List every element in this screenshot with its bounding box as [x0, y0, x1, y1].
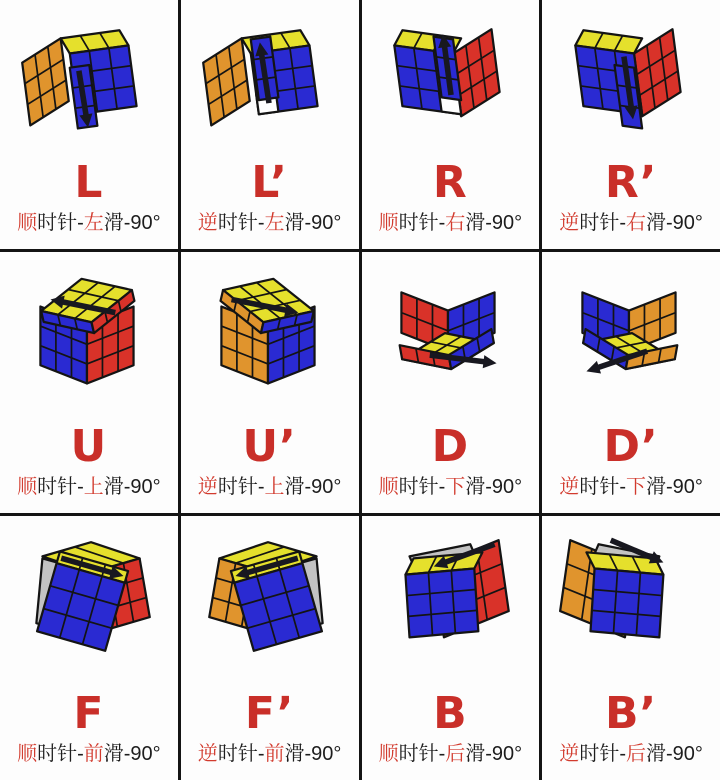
cube-illustration [189, 526, 351, 664]
move-description [559, 475, 703, 499]
cube-illustration [369, 526, 531, 664]
rotation-word: 顺 [378, 212, 399, 234]
move-letter: F [73, 688, 105, 739]
cube-image [369, 10, 531, 148]
direction-word: 前 [83, 743, 104, 765]
direction-rest: 滑-90° [646, 212, 703, 234]
move-description [17, 742, 161, 766]
rotation-rest: 时针- [37, 476, 84, 498]
move-description [379, 211, 523, 235]
direction-rest: 滑-90° [646, 743, 703, 765]
cube-image [8, 262, 170, 400]
cube-illustration [550, 526, 712, 664]
direction-rest: 滑-90° [103, 476, 161, 498]
direction-word: 右 [445, 212, 466, 234]
cube-illustration [8, 10, 170, 148]
move-description [198, 475, 342, 499]
rotation-rest: 时针- [398, 212, 446, 234]
cube-illustration [189, 10, 351, 148]
move-cell [362, 0, 540, 249]
move-letter: B’ [604, 688, 658, 739]
cube-image [189, 10, 351, 148]
cube-image [369, 262, 531, 400]
move-letter: F’ [244, 688, 295, 739]
direction-rest: 滑-90° [284, 476, 342, 498]
move-cell [542, 516, 720, 780]
direction-word: 右 [626, 212, 646, 234]
rotation-rest: 时针- [217, 476, 265, 498]
move-description [379, 742, 523, 766]
rotation-rest: 时针- [37, 212, 84, 234]
rotation-word: 逆 [197, 476, 218, 498]
rotation-word: 逆 [197, 212, 218, 234]
direction-rest: 滑-90° [103, 212, 161, 234]
direction-word: 左 [83, 212, 104, 234]
rotation-word: 顺 [378, 743, 399, 765]
move-cell [181, 252, 359, 513]
move-letter: L’ [251, 157, 288, 208]
move-letter: U’ [242, 421, 297, 472]
cube-image [189, 262, 351, 400]
direction-word: 前 [264, 743, 285, 765]
rotation-rest: 时针- [398, 743, 446, 765]
cube-illustration [369, 10, 531, 148]
rotation-word: 顺 [17, 212, 38, 234]
rotation-word: 顺 [17, 743, 38, 765]
direction-rest: 滑-90° [103, 743, 161, 765]
rotation-word: 逆 [559, 476, 580, 498]
move-cell [181, 0, 359, 249]
direction-rest: 滑-90° [646, 476, 703, 498]
direction-word: 后 [445, 743, 466, 765]
rotation-rest: 时针- [398, 476, 446, 498]
move-letter: B [433, 688, 468, 739]
direction-rest: 滑-90° [465, 212, 523, 234]
cube-illustration [8, 526, 170, 664]
cube-image [8, 526, 170, 664]
move-description [198, 742, 342, 766]
move-cell [0, 516, 178, 780]
move-cell [542, 0, 720, 249]
move-cell [0, 0, 178, 249]
cube-image [369, 526, 531, 664]
move-letter: D’ [603, 421, 659, 472]
move-description [559, 742, 703, 766]
direction-rest: 滑-90° [465, 743, 523, 765]
cube-image [550, 262, 712, 400]
cube-illustration [550, 262, 712, 400]
move-letter: L [74, 157, 104, 208]
rotation-rest: 时针- [579, 476, 626, 498]
cube-illustration [8, 262, 170, 400]
rotation-rest: 时针- [217, 212, 265, 234]
move-description [17, 475, 161, 499]
rotation-rest: 时针- [579, 743, 626, 765]
cube-illustration [550, 10, 712, 148]
rotation-word: 逆 [559, 212, 580, 234]
direction-word: 下 [445, 476, 466, 498]
direction-rest: 滑-90° [284, 212, 342, 234]
rotation-word: 顺 [378, 476, 399, 498]
rotation-word: 逆 [197, 743, 218, 765]
rotation-word: 逆 [559, 743, 580, 765]
move-description [198, 211, 342, 235]
move-description [17, 211, 161, 235]
cube-image [8, 10, 170, 148]
cube-image [550, 10, 712, 148]
rotation-word: 顺 [17, 476, 38, 498]
move-cell [0, 252, 178, 513]
move-description [559, 211, 703, 235]
cube-illustration [189, 262, 351, 400]
rotation-rest: 时针- [217, 743, 265, 765]
cube-image [550, 526, 712, 664]
direction-word: 左 [264, 212, 285, 234]
rotation-rest: 时针- [579, 212, 626, 234]
move-cell [542, 252, 720, 513]
direction-word: 下 [626, 476, 646, 498]
move-letter: R [432, 157, 468, 208]
move-description [379, 475, 523, 499]
direction-word: 上 [83, 476, 104, 498]
direction-word: 上 [264, 476, 285, 498]
move-cell [181, 516, 359, 780]
direction-word: 后 [626, 743, 646, 765]
cube-image [189, 526, 351, 664]
direction-rest: 滑-90° [284, 743, 342, 765]
move-cell [362, 516, 540, 780]
direction-rest: 滑-90° [465, 476, 523, 498]
move-cell [362, 252, 540, 513]
cube-illustration [369, 262, 531, 400]
move-letter: R’ [604, 157, 658, 208]
rotation-rest: 时针- [37, 743, 84, 765]
move-letter: D [431, 421, 470, 472]
move-letter: U [70, 421, 108, 472]
